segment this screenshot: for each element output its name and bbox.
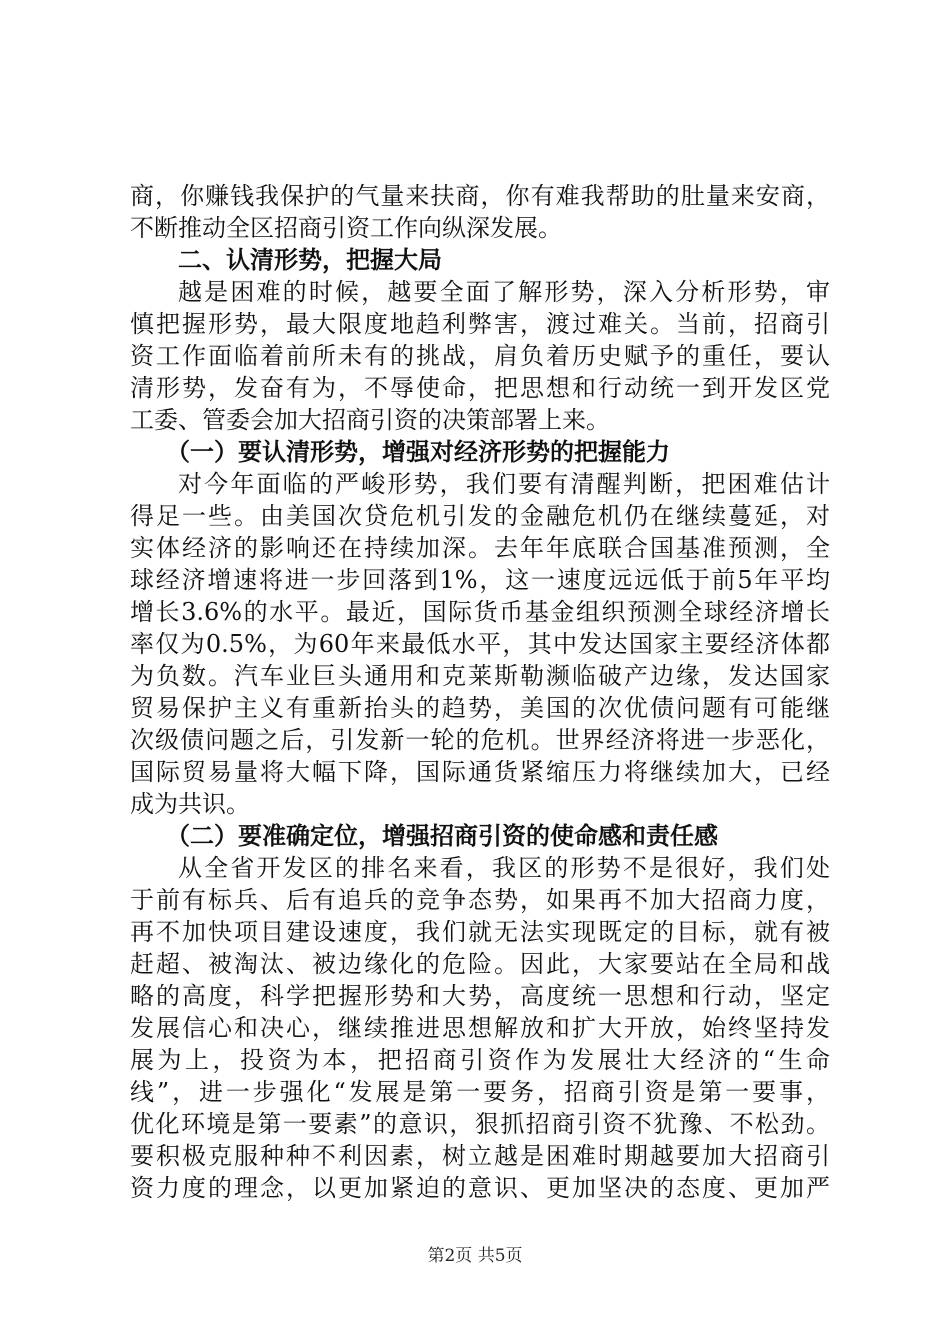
text-line: 资力度的理念，以更加紧迫的意识、更加坚决的态度、更加严	[130, 1174, 830, 1202]
text-line: 对今年面临的严峻形势，我们要有清醒判断，把困难估计	[178, 470, 830, 498]
text-line: 为负数。汽车业巨头通用和克莱斯勒濒临破产边缘，发达国家	[130, 662, 830, 690]
text-line: 国际贸易量将大幅下降，国际通货紧缩压力将继续加大，已经	[130, 758, 830, 786]
text-line: 商，你赚钱我保护的气量来扶商，你有难我帮助的肚量来安商，	[130, 182, 830, 210]
text-line: 球经济增速将进一步回落到1%，这一速度远远低于前5年平均	[130, 566, 830, 594]
text-line: 越是困难的时候，越要全面了解形势，深入分析形势，审	[178, 278, 830, 306]
text-line: 展为上，投资为本，把招商引资作为发展壮大经济的“生命	[130, 1046, 830, 1074]
subsection-heading: （二）要准确定位，增强招商引资的使命感和责任感	[166, 821, 718, 850]
text-line: 优化环境是第一要素”的意识，狠抓招商引资不犹豫、不松劲。	[130, 1110, 830, 1138]
text-line: 慎把握形势，最大限度地趋利弊害，渡过难关。当前，招商引	[130, 310, 830, 338]
subsection-heading: （一）要认清形势，增强对经济形势的把握能力	[166, 437, 670, 466]
page-footer	[0, 1244, 950, 1268]
page-number-label: 第2页 共5页	[427, 1246, 523, 1266]
text-line: 增长3.6%的水平。最近，国际货币基金组织预测全球经济增长	[130, 598, 830, 626]
text-line: 不断推动全区招商引资工作向纵深发展。	[130, 214, 562, 242]
text-line: 线”，进一步强化“发展是第一要务，招商引资是第一要事，	[130, 1078, 830, 1106]
text-line: 清形势，发奋有为，不辱使命，把思想和行动统一到开发区党	[130, 374, 830, 402]
text-line: 再不加快项目建设速度，我们就无法实现既定的目标，就有被	[130, 918, 830, 946]
text-line: 实体经济的影响还在持续加深。去年年底联合国基准预测，全	[130, 534, 830, 562]
text-line: 次级债问题之后，引发新一轮的危机。世界经济将进一步恶化，	[130, 726, 830, 754]
text-line: 要积极克服种种不利因素，树立越是困难时期越要加大招商引	[130, 1142, 830, 1170]
text-line: 得足一些。由美国次贷危机引发的金融危机仍在继续蔓延，对	[130, 502, 830, 530]
text-line: 从全省开发区的排名来看，我区的形势不是很好，我们处	[178, 854, 830, 882]
text-line: 贸易保护主义有重新抬头的趋势，美国的次优债问题有可能继	[130, 694, 830, 722]
text-line: 于前有标兵、后有追兵的竞争态势，如果再不加大招商力度，	[130, 886, 830, 914]
text-line: 工委、管委会加大招商引资的决策部署上来。	[130, 406, 610, 434]
text-line: 赶超、被淘汰、被边缘化的危险。因此，大家要站在全局和战	[130, 950, 830, 978]
text-line: 略的高度，科学把握形势和大势，高度统一思想和行动，坚定	[130, 982, 830, 1010]
text-line: 资工作面临着前所未有的挑战，肩负着历史赋予的重任，要认	[130, 342, 830, 370]
text-line: 率仅为0.5%，为60年来最低水平，其中发达国家主要经济体都	[130, 630, 830, 658]
text-line: 发展信心和决心，继续推进思想解放和扩大开放，始终坚持发	[130, 1014, 830, 1042]
text-line: 成为共识。	[130, 790, 250, 818]
section-heading: 二、认清形势，把握大局	[178, 245, 442, 274]
